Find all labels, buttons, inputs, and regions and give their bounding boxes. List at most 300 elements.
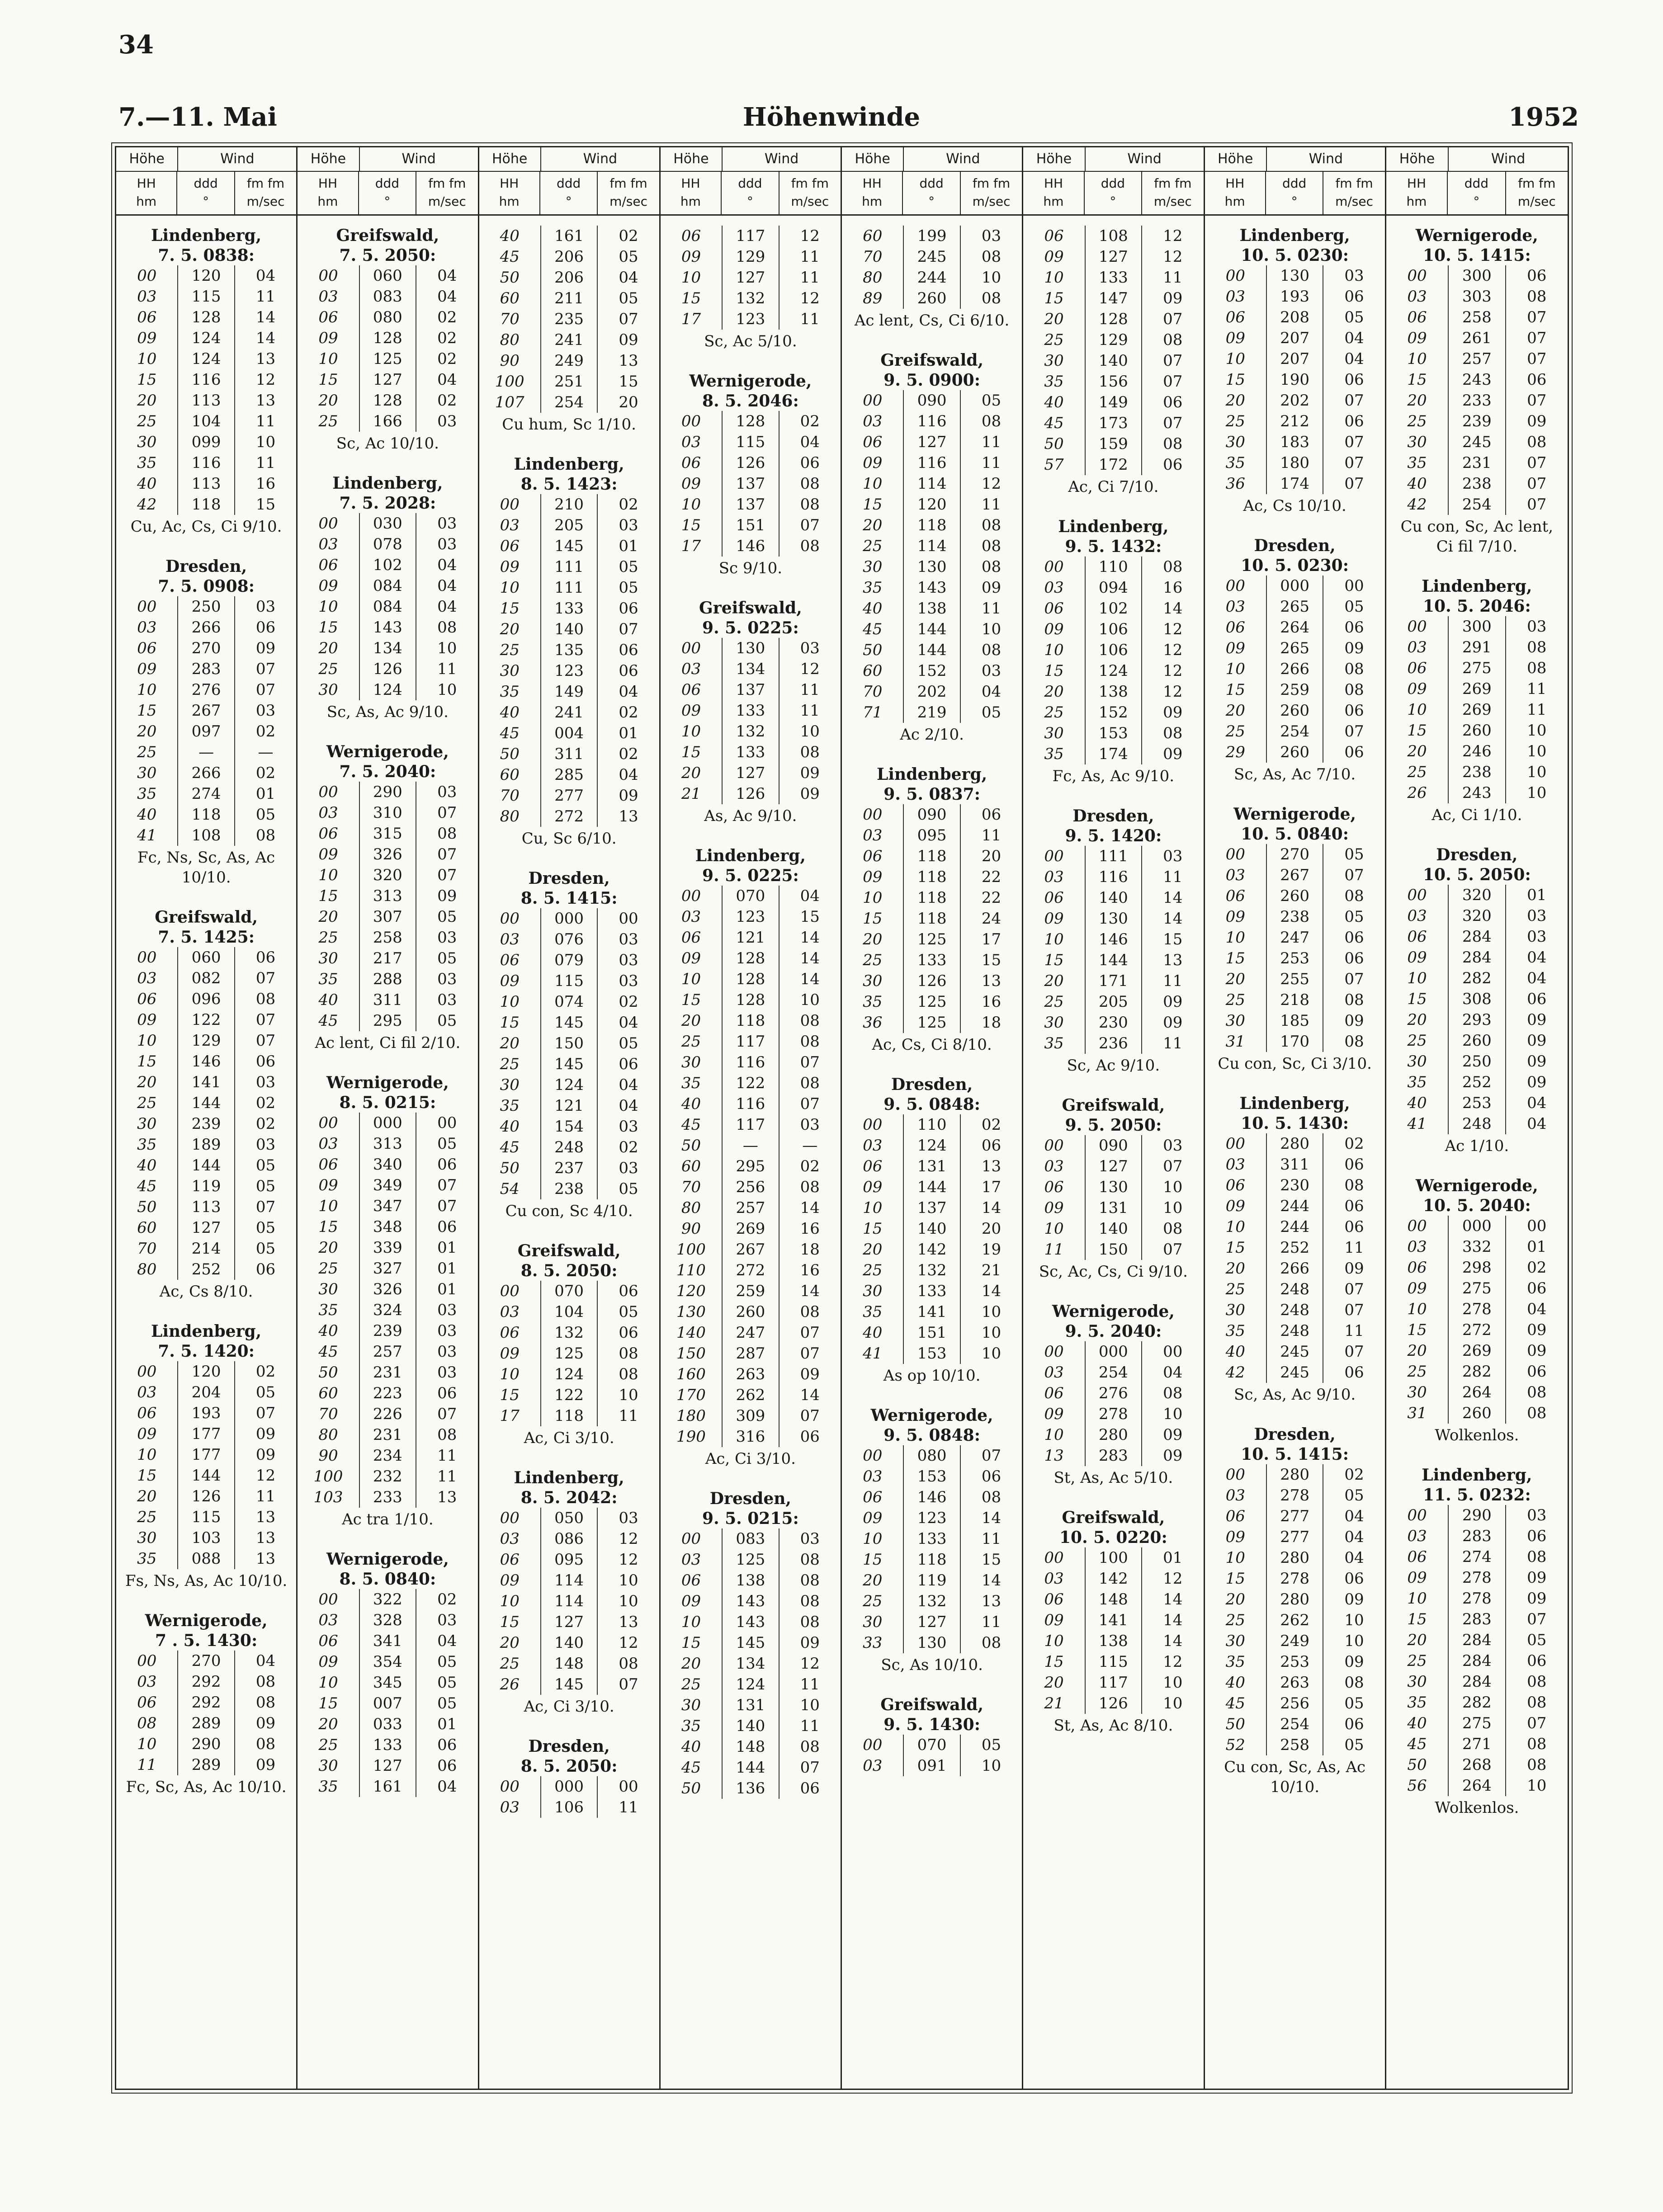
table-row bbox=[298, 823, 477, 844]
speed-cell: 03 bbox=[255, 1073, 276, 1091]
height-cell: 15 bbox=[318, 618, 338, 637]
height-cell: 09 bbox=[1407, 1569, 1427, 1587]
height-cell: 20 bbox=[1044, 1674, 1064, 1692]
station-block bbox=[116, 907, 296, 1303]
speed-cell: 13 bbox=[1163, 951, 1183, 969]
speed-cell: 14 bbox=[981, 1282, 1002, 1300]
direction-cell: 231 bbox=[1448, 453, 1506, 473]
height-cell: 71 bbox=[863, 703, 883, 722]
direction-cell: 030 bbox=[359, 513, 416, 534]
table-row bbox=[479, 1508, 659, 1528]
speed-cell: 05 bbox=[619, 1180, 638, 1198]
speed-cell: 14 bbox=[1163, 1632, 1183, 1650]
table-row bbox=[1023, 598, 1203, 619]
height-cell: 40 bbox=[1225, 1674, 1245, 1692]
direction-cell: 129 bbox=[177, 1030, 235, 1051]
height-cell: 30 bbox=[1407, 1673, 1427, 1691]
speed-cell: 05 bbox=[437, 1012, 457, 1030]
table-row bbox=[1205, 328, 1385, 349]
station-name: Wernigerode, bbox=[1233, 805, 1356, 824]
speed-cell: 03 bbox=[437, 1343, 457, 1361]
speed-cell: 06 bbox=[1527, 1279, 1547, 1297]
speed-cell: 11 bbox=[800, 269, 820, 287]
table-row bbox=[1386, 720, 1568, 741]
table-row bbox=[1205, 1693, 1385, 1714]
header-ms: m/sec bbox=[1517, 194, 1556, 209]
direction-cell: 142 bbox=[903, 1239, 960, 1260]
table-row bbox=[842, 515, 1022, 536]
direction-cell: 137 bbox=[903, 1198, 960, 1218]
speed-cell: 06 bbox=[255, 948, 276, 967]
speed-cell: 11 bbox=[1344, 1239, 1364, 1257]
cloud-note: Ac tra 1/10. bbox=[342, 1510, 434, 1528]
height-cell: 10 bbox=[863, 475, 883, 493]
table-row bbox=[661, 659, 841, 679]
height-cell: 09 bbox=[681, 248, 701, 266]
table-row bbox=[116, 1651, 296, 1671]
speed-cell: 12 bbox=[800, 1655, 820, 1673]
height-cell: 70 bbox=[318, 1405, 338, 1423]
observation-time: 8. 5. 1415: bbox=[520, 889, 618, 908]
height-cell: 09 bbox=[1225, 1197, 1245, 1215]
height-cell: 30 bbox=[137, 764, 157, 782]
direction-cell: 118 bbox=[903, 1549, 960, 1570]
height-cell: 03 bbox=[863, 1467, 883, 1486]
speed-cell: 02 bbox=[981, 1116, 1002, 1134]
speed-cell: 07 bbox=[437, 845, 457, 863]
table-row bbox=[1386, 741, 1568, 762]
cloud-note: Ac 2/10. bbox=[900, 726, 964, 744]
cloud-note: Sc, Ac 9/10. bbox=[1067, 1056, 1160, 1075]
direction-cell: 153 bbox=[903, 1343, 960, 1364]
table-row bbox=[479, 1405, 659, 1426]
direction-cell: 284 bbox=[1448, 947, 1506, 968]
table-row bbox=[1205, 886, 1385, 906]
table-row bbox=[479, 226, 659, 246]
speed-cell: 07 bbox=[255, 1404, 276, 1422]
direction-cell: 133 bbox=[1085, 267, 1142, 288]
height-cell: 00 bbox=[500, 1778, 520, 1796]
table-row bbox=[1023, 908, 1203, 929]
table-row bbox=[298, 1404, 477, 1424]
cloud-note: Fc, Sc, As, Ac 10/10. bbox=[126, 1778, 287, 1796]
direction-cell: 256 bbox=[1266, 1693, 1323, 1714]
height-cell: 50 bbox=[681, 1137, 701, 1155]
station-block bbox=[116, 226, 296, 538]
header-fm: fm fm bbox=[1335, 176, 1373, 191]
table-row bbox=[298, 411, 477, 432]
height-cell: 30 bbox=[1407, 1383, 1427, 1401]
height-cell: 70 bbox=[500, 787, 520, 805]
speed-cell: 06 bbox=[1344, 1715, 1364, 1733]
direction-cell: 348 bbox=[359, 1217, 416, 1237]
table-row bbox=[1205, 1651, 1385, 1672]
speed-cell: 06 bbox=[800, 1428, 820, 1446]
speed-cell: 03 bbox=[1527, 928, 1547, 946]
direction-cell: 070 bbox=[903, 1735, 960, 1755]
direction-cell: 326 bbox=[359, 844, 416, 865]
direction-cell: 300 bbox=[1448, 265, 1506, 286]
height-cell: 03 bbox=[681, 908, 701, 926]
table-row bbox=[842, 929, 1022, 950]
header-hoehe: Höhe bbox=[479, 147, 541, 171]
speed-cell: 09 bbox=[800, 785, 820, 803]
speed-cell: 09 bbox=[1527, 1052, 1547, 1071]
speed-cell: 09 bbox=[1527, 412, 1547, 430]
cloud-note: Fc, As, Ac 9/10. bbox=[1052, 767, 1175, 785]
cloud-note: Cu, Ac, Cs, Ci 9/10. bbox=[130, 518, 282, 536]
observation-time: 9. 5. 0225: bbox=[702, 866, 799, 885]
speed-cell: 06 bbox=[1344, 412, 1364, 430]
height-cell: 25 bbox=[318, 660, 338, 678]
header-deg: ° bbox=[203, 194, 209, 209]
table-row bbox=[116, 473, 296, 494]
table-row bbox=[1205, 1279, 1385, 1300]
direction-cell: 119 bbox=[903, 1570, 960, 1591]
direction-cell: 258 bbox=[1266, 1735, 1323, 1755]
table-row bbox=[1205, 1300, 1385, 1321]
speed-cell: 02 bbox=[255, 1363, 276, 1381]
direction-cell: 248 bbox=[1266, 1300, 1323, 1321]
height-cell: 45 bbox=[500, 724, 520, 742]
table-row bbox=[1023, 1033, 1203, 1054]
table-row bbox=[661, 1052, 841, 1073]
table-row bbox=[1386, 947, 1568, 968]
direction-cell: 118 bbox=[722, 1010, 779, 1031]
speed-cell: 08 bbox=[981, 537, 1002, 555]
speed-cell: 08 bbox=[981, 289, 1002, 307]
table-row bbox=[1205, 349, 1385, 369]
station-block bbox=[479, 1468, 659, 1718]
direction-cell: 144 bbox=[177, 1465, 235, 1486]
table-row bbox=[116, 947, 296, 968]
table-row bbox=[116, 307, 296, 328]
header-ms: m/sec bbox=[246, 194, 285, 209]
cloud-note: Cu con, Sc, Ci 3/10. bbox=[1218, 1055, 1372, 1073]
height-cell: 09 bbox=[863, 1178, 883, 1196]
cloud-note: Wolkenlos. bbox=[1435, 1799, 1519, 1817]
height-cell: 00 bbox=[500, 495, 520, 514]
speed-cell: 08 bbox=[255, 1673, 276, 1691]
station-block bbox=[1023, 1095, 1203, 1283]
direction-cell: 134 bbox=[359, 638, 416, 659]
speed-cell: 07 bbox=[619, 1675, 638, 1693]
speed-cell: 07 bbox=[1527, 1610, 1547, 1628]
height-cell: 41 bbox=[137, 826, 157, 844]
header-hoehe: Höhe bbox=[298, 147, 359, 171]
speed-cell: 01 bbox=[1527, 886, 1547, 904]
direction-cell: 060 bbox=[177, 947, 235, 968]
table-row bbox=[116, 1197, 296, 1217]
header-wind: Wind bbox=[220, 151, 255, 167]
station-block bbox=[1386, 1176, 1568, 1447]
table-row bbox=[298, 1487, 477, 1508]
speed-cell: 11 bbox=[437, 1467, 457, 1486]
direction-cell: 277 bbox=[1266, 1527, 1323, 1547]
direction-cell: 280 bbox=[1085, 1424, 1142, 1445]
direction-cell: 130 bbox=[1085, 908, 1142, 929]
column-header bbox=[116, 147, 296, 172]
table-row bbox=[661, 1716, 841, 1736]
table-row bbox=[842, 846, 1022, 867]
height-cell: 25 bbox=[1225, 991, 1245, 1009]
height-cell: 31 bbox=[1225, 1033, 1245, 1051]
speed-cell: 07 bbox=[1344, 1280, 1364, 1298]
speed-cell: 03 bbox=[437, 1611, 457, 1629]
table-row bbox=[842, 681, 1022, 702]
height-cell: 35 bbox=[1407, 454, 1427, 472]
direction-cell: 151 bbox=[903, 1322, 960, 1343]
height-cell: 10 bbox=[863, 1530, 883, 1548]
speed-cell: 06 bbox=[1344, 1197, 1364, 1215]
direction-cell: 127 bbox=[359, 369, 416, 390]
height-cell: 30 bbox=[137, 1529, 157, 1547]
height-cell: 00 bbox=[863, 1736, 883, 1754]
station-block bbox=[479, 226, 659, 436]
table-row bbox=[298, 1651, 477, 1672]
direction-cell: 110 bbox=[903, 1114, 960, 1135]
height-cell: 00 bbox=[137, 267, 157, 285]
direction-cell: 282 bbox=[1448, 1361, 1506, 1382]
speed-cell: 08 bbox=[981, 248, 1002, 266]
direction-cell: 257 bbox=[359, 1341, 416, 1362]
height-cell: 20 bbox=[681, 1012, 701, 1030]
direction-cell: 115 bbox=[722, 432, 779, 453]
speed-cell: 02 bbox=[1344, 1466, 1364, 1484]
speed-cell: 09 bbox=[800, 764, 820, 782]
height-cell: 09 bbox=[1225, 639, 1245, 657]
height-cell: 70 bbox=[863, 248, 883, 266]
direction-cell: 127 bbox=[177, 1217, 235, 1238]
speed-cell: 05 bbox=[1344, 598, 1364, 616]
observation-time: 9. 5. 0837: bbox=[883, 785, 980, 804]
speed-cell: 06 bbox=[1527, 1652, 1547, 1670]
table-row bbox=[116, 1528, 296, 1548]
speed-cell: 07 bbox=[1527, 454, 1547, 472]
direction-cell: 150 bbox=[540, 1033, 598, 1054]
height-cell: 17 bbox=[681, 310, 701, 328]
direction-cell: 303 bbox=[1448, 286, 1506, 307]
speed-cell: 04 bbox=[619, 1097, 638, 1115]
direction-cell: 278 bbox=[1266, 1568, 1323, 1589]
table-row bbox=[661, 473, 841, 494]
table-row bbox=[661, 1156, 841, 1177]
direction-cell: 095 bbox=[540, 1549, 598, 1570]
speed-cell: 04 bbox=[619, 1014, 638, 1032]
cloud-note: Ac, Cs 8/10. bbox=[159, 1283, 253, 1301]
station-name: Greifswald, bbox=[880, 1695, 983, 1714]
direction-cell: 142 bbox=[1085, 1568, 1142, 1589]
direction-cell: 095 bbox=[903, 825, 960, 846]
speed-cell: 09 bbox=[255, 1714, 276, 1732]
table-row bbox=[298, 906, 477, 927]
direction-cell: 190 bbox=[1266, 369, 1323, 390]
table-row bbox=[1386, 1009, 1568, 1030]
height-cell: 03 bbox=[500, 1303, 520, 1321]
cloud-note: Fs, Ns, As, Ac 10/10. bbox=[125, 1572, 288, 1590]
direction-cell: 152 bbox=[1085, 702, 1142, 723]
table-row bbox=[842, 1591, 1022, 1612]
direction-cell: 108 bbox=[177, 825, 235, 846]
station-name: Dresden, bbox=[891, 1075, 973, 1094]
table-row bbox=[1386, 1609, 1568, 1630]
direction-cell: 132 bbox=[722, 721, 779, 742]
table-row bbox=[842, 1343, 1022, 1364]
height-cell: 20 bbox=[1044, 972, 1064, 990]
height-cell: 10 bbox=[1044, 1426, 1064, 1444]
height-cell: 25 bbox=[137, 412, 157, 430]
header-ms: m/sec bbox=[972, 194, 1011, 209]
speed-cell: 06 bbox=[1527, 267, 1547, 285]
height-cell: 100 bbox=[676, 1240, 706, 1259]
speed-cell: 08 bbox=[1527, 1404, 1547, 1422]
height-cell: 45 bbox=[318, 1343, 338, 1361]
table-row bbox=[1205, 865, 1385, 886]
table-row bbox=[1386, 1713, 1568, 1734]
speed-cell: 18 bbox=[800, 1240, 820, 1259]
table-row bbox=[1023, 1651, 1203, 1672]
table-row bbox=[116, 1093, 296, 1113]
speed-cell: 04 bbox=[437, 1778, 457, 1796]
speed-cell: 03 bbox=[1344, 267, 1364, 285]
table-row bbox=[298, 638, 477, 659]
direction-cell: 280 bbox=[1266, 1547, 1323, 1568]
table-row bbox=[479, 1095, 659, 1116]
height-cell: 09 bbox=[500, 1344, 520, 1363]
table-row bbox=[1205, 307, 1385, 328]
direction-cell: 307 bbox=[359, 906, 416, 927]
direction-cell: 146 bbox=[1085, 929, 1142, 950]
direction-cell: 135 bbox=[540, 640, 598, 660]
speed-cell: 02 bbox=[437, 308, 457, 326]
height-cell: 50 bbox=[137, 1198, 157, 1216]
speed-cell: 10 bbox=[1527, 722, 1547, 740]
table-row bbox=[298, 265, 477, 286]
direction-cell: 124 bbox=[1085, 660, 1142, 681]
direction-cell: 243 bbox=[1448, 369, 1506, 390]
direction-cell: 130 bbox=[1266, 265, 1323, 286]
speed-cell: 04 bbox=[800, 433, 820, 451]
height-cell: 06 bbox=[137, 639, 157, 657]
table-row bbox=[116, 1755, 296, 1775]
table-row bbox=[116, 1051, 296, 1072]
height-cell: 15 bbox=[681, 289, 701, 307]
cloud-note: Sc, Ac, Cs, Ci 9/10. bbox=[1039, 1263, 1188, 1281]
table-row bbox=[1386, 968, 1568, 989]
speed-cell: 06 bbox=[1527, 371, 1547, 389]
height-cell: 00 bbox=[681, 887, 701, 905]
table-column bbox=[479, 147, 661, 2089]
speed-cell: 04 bbox=[437, 556, 457, 574]
height-cell: 15 bbox=[1407, 1321, 1427, 1339]
direction-cell: 116 bbox=[177, 369, 235, 390]
table-row bbox=[479, 1364, 659, 1385]
table-row bbox=[116, 783, 296, 804]
direction-cell: 174 bbox=[1085, 744, 1142, 764]
table-row bbox=[661, 1632, 841, 1653]
header-hm: hm bbox=[1406, 194, 1427, 209]
direction-cell: 205 bbox=[1085, 991, 1142, 1012]
direction-cell: 074 bbox=[540, 991, 598, 1012]
speed-cell: 07 bbox=[800, 1759, 820, 1777]
speed-cell: 08 bbox=[1344, 887, 1364, 905]
height-cell: 40 bbox=[137, 1156, 157, 1174]
station-block bbox=[1205, 1094, 1385, 1406]
table-column bbox=[298, 147, 479, 2089]
table-row bbox=[1386, 1278, 1568, 1299]
table-row bbox=[479, 1549, 659, 1570]
table-row bbox=[661, 1695, 841, 1716]
speed-cell: 07 bbox=[1344, 970, 1364, 988]
speed-cell: 09 bbox=[1163, 745, 1183, 763]
table-row bbox=[1023, 619, 1203, 640]
cloud-note: Ac 1/10. bbox=[1445, 1137, 1509, 1155]
direction-cell: 127 bbox=[1085, 246, 1142, 267]
direction-cell: 266 bbox=[177, 763, 235, 783]
table-row bbox=[1205, 721, 1385, 742]
station-name: Lindenberg, bbox=[695, 846, 806, 865]
table-row bbox=[1023, 1547, 1203, 1568]
speed-cell: 12 bbox=[800, 289, 820, 307]
column-subheader bbox=[1386, 172, 1568, 216]
header-hm: hm bbox=[680, 194, 701, 209]
height-cell: 35 bbox=[863, 993, 883, 1011]
speed-cell: 03 bbox=[255, 1136, 276, 1154]
table-row bbox=[661, 1260, 841, 1281]
table-row bbox=[1023, 1198, 1203, 1218]
direction-cell: 254 bbox=[1085, 1362, 1142, 1383]
station-name: Dresden, bbox=[709, 1489, 791, 1508]
direction-cell: 082 bbox=[177, 968, 235, 989]
speed-cell: 15 bbox=[619, 373, 638, 391]
height-cell: 30 bbox=[318, 681, 338, 699]
station-block bbox=[1023, 1302, 1203, 1490]
direction-cell: 118 bbox=[177, 804, 235, 825]
height-cell: 10 bbox=[1225, 1549, 1245, 1567]
height-cell: 10 bbox=[681, 269, 701, 287]
speed-cell: 14 bbox=[981, 1571, 1002, 1589]
table-row bbox=[842, 536, 1022, 557]
speed-cell: 11 bbox=[437, 1447, 457, 1465]
table-row bbox=[116, 286, 296, 307]
table-row bbox=[661, 638, 841, 659]
speed-cell: 06 bbox=[437, 1218, 457, 1236]
table-row bbox=[1386, 453, 1568, 473]
direction-cell: 146 bbox=[177, 1051, 235, 1072]
speed-cell: 03 bbox=[800, 1530, 820, 1548]
station-name: Lindenberg, bbox=[332, 474, 443, 493]
table-row bbox=[1023, 723, 1203, 744]
observation-time: 7. 5. 0908: bbox=[158, 577, 255, 596]
speed-cell: 05 bbox=[619, 558, 638, 576]
speed-cell: 07 bbox=[255, 660, 276, 678]
table-row bbox=[1023, 929, 1203, 950]
height-cell: 06 bbox=[1044, 1384, 1064, 1402]
height-cell: 60 bbox=[681, 1157, 701, 1175]
table-row bbox=[479, 598, 659, 619]
speed-cell: 15 bbox=[981, 951, 1002, 969]
table-row bbox=[842, 288, 1022, 309]
speed-cell: 05 bbox=[1344, 308, 1364, 326]
direction-cell: 260 bbox=[903, 288, 960, 309]
table-row bbox=[116, 328, 296, 349]
direction-cell: 272 bbox=[540, 806, 598, 827]
direction-cell: 275 bbox=[1448, 1278, 1506, 1299]
table-row bbox=[661, 432, 841, 453]
speed-cell: 08 bbox=[255, 990, 276, 1008]
observation-time: 10. 5. 0230: bbox=[1241, 246, 1349, 265]
table-row bbox=[1023, 288, 1203, 309]
